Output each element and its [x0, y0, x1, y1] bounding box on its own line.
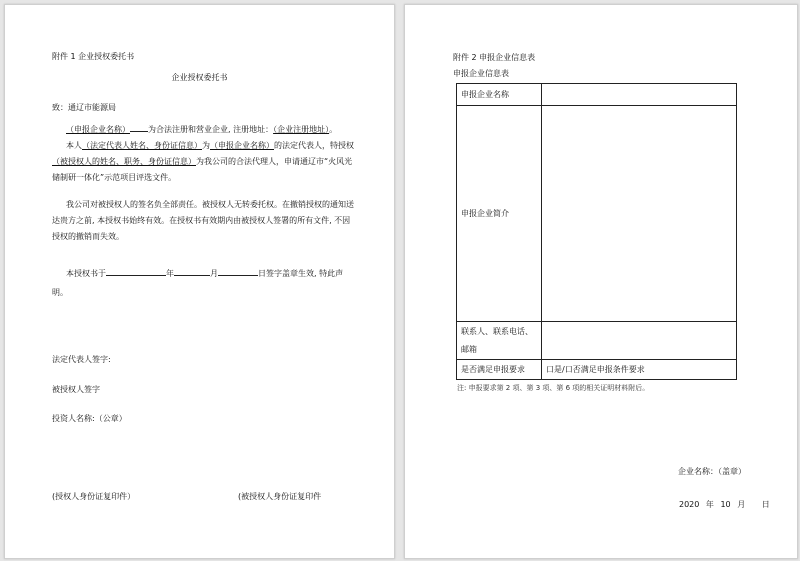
table-row	[457, 322, 737, 360]
table-row	[457, 106, 737, 322]
p2-mid1: 为	[202, 141, 210, 150]
authorized-person-field: （被授权人的姓名、职务、身份证信息）	[52, 157, 196, 166]
company-name-field: （申报企业名称）	[66, 125, 130, 134]
meets-requirements-value[interactable]: 口是/口否满足申报条件要求	[542, 360, 737, 380]
legal-rep-signature-label: 法定代表人签字:	[52, 355, 111, 364]
p4-year: 年	[166, 269, 174, 278]
paragraph-4	[66, 267, 343, 279]
document-title: 企业授权委托书	[171, 73, 228, 82]
date-line	[679, 500, 770, 510]
paragraph-3: 我公司对被授权人的签名负全部责任。被授权人无转委托权。在撤销授权的通知送达贵方之前, 本授权书始终有效。在授权书有效期内由被授权人签署的所有文件, 不因授权的撤销而失效。	[52, 200, 354, 241]
contact-label-line-1: 联系人、联系电话、	[461, 326, 533, 336]
company-name-label: 申报企业名称	[457, 84, 542, 106]
table-row	[457, 360, 737, 380]
paragraph-1	[66, 123, 337, 135]
paragraph-1-text: 为合法注册和营业企业, 注册地址：	[148, 125, 274, 134]
addressee: 致：通辽市能源局	[52, 103, 116, 112]
date-day-unit: 日	[761, 500, 770, 509]
attachment-2-label: 附件 2 申报企业信息表	[453, 53, 536, 62]
form-heading: 申报企业信息表	[453, 69, 509, 78]
year-blank	[106, 267, 166, 276]
grantee-id-copy-label: (被授权人身份证复印件	[238, 492, 322, 501]
date-year-unit: 年	[705, 500, 714, 509]
legal-rep-field: （法定代表人姓名、身份证信息）	[82, 141, 202, 150]
company-name-field-2: （申报企业名称）	[210, 141, 274, 150]
attachment-1-label: 附件 1 企业授权委托书	[52, 52, 135, 61]
company-seal-label: 企业名称：（盖章）	[678, 467, 746, 476]
date-month: 10	[720, 500, 731, 509]
month-blank	[174, 267, 210, 276]
page-authorization-letter	[4, 4, 395, 559]
p2-mid2: 的法定代表人，特授权	[274, 141, 354, 150]
paragraph-4-line-2: 明。	[52, 288, 68, 297]
contact-value[interactable]	[542, 322, 737, 360]
company-intro-label: 申报企业简介	[457, 106, 542, 322]
p2-lead: 本人	[66, 141, 82, 150]
p4-day: 日签字盖章生效, 特此声	[258, 269, 344, 278]
grantor-id-copy-label: (授权人身份证复印件）	[52, 492, 136, 501]
company-intro-value[interactable]	[542, 106, 737, 322]
day-blank	[218, 267, 258, 276]
paragraph-2	[52, 138, 354, 186]
paragraph-1-end: 。	[329, 125, 338, 134]
table-note: 注: 申报要求第 2 项、第 3 项、第 6 项的相关证明材料附后。	[457, 384, 650, 392]
address-field: （企业注册地址）	[273, 125, 330, 134]
date-month-unit: 月	[737, 500, 746, 509]
p2-rest: 为我公司的合法代理人，申请通辽市“火风光储制研一体化”示范项目评选文件。	[52, 157, 353, 182]
p4-month: 月	[210, 269, 218, 278]
blank-line	[130, 123, 148, 132]
contact-label-line-2: 邮箱	[461, 344, 477, 354]
date-year: 2020	[679, 500, 700, 509]
meets-requirements-label: 是否满足申报要求	[457, 360, 542, 380]
authorized-signature-label: 被授权人签字	[52, 385, 100, 394]
investor-name-label: 投资人名称:（公章）	[52, 414, 127, 423]
company-info-table	[456, 83, 737, 380]
company-name-value[interactable]	[542, 84, 737, 106]
page-company-info-form	[404, 4, 798, 559]
p4-lead: 本授权书于	[66, 269, 106, 278]
table-row	[457, 84, 737, 106]
contact-label	[457, 322, 542, 360]
